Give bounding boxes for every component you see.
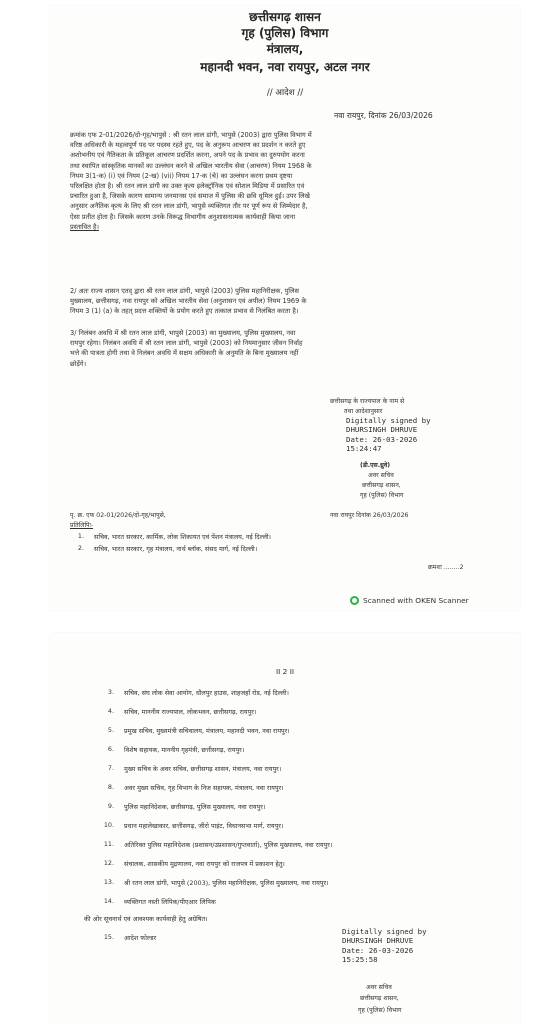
copy-item-number: 14. <box>103 897 114 905</box>
header-line-1: छत्तीसगढ़ शासन <box>249 10 321 24</box>
officer-org-2: गृह (पुलिस) विभाग <box>358 1007 402 1014</box>
para1-line: तथा स्थापित सांस्कृतिक मानकों का उल्लंघन करने से अखिल भारतीय सेवा (आचरण) नियम 1968 के <box>70 161 312 170</box>
forwarding-note: की ओर सूचनार्थ एवं आवश्यक कार्यवाही हेतु अग्रेषित। <box>84 915 208 923</box>
officer-name: (डी.एस.ध्रुवे) <box>360 462 391 469</box>
copy-item-text: अवर मुख्य सचिव, गृह विभाग के निज सहायक, मंत्रालय, नवा रायपुर। <box>124 784 284 792</box>
officer-designation: अवर सचिव <box>366 984 392 991</box>
para1-line: परिलक्षित होता है। श्री रतन लाल डांगी का उक्त कृत्य इलेक्ट्रॉनिक एवं सोशल मिडिया में प्रसारित एवं <box>70 182 305 191</box>
copy-item-number: 4. <box>107 707 114 715</box>
paragraph-3 <box>70 328 515 369</box>
copy-item-number: 9. <box>107 802 114 810</box>
para2-line: नियम 3 (1) (a) के तहत् प्रदत्त शक्तियों के प्रयोग करते हुए तत्काल प्रभाव से निलंबित करता है। <box>70 307 299 316</box>
header-line-3: मंत्रालय, <box>266 42 304 56</box>
para1-line: अशोभनीय एवं नैतिकता के प्रतिकूल आचरण प्रदर्शित करना, अपने पद के प्रभाव का दुरुपयोग करना <box>70 151 305 160</box>
signature-name: DHURSINGH DHRUVE <box>342 936 414 946</box>
signature-time: 15:24:47 <box>346 444 382 454</box>
copy-item-text: विशेष सहायक, माननीय गृहमंत्री, छत्तीसगढ़, रायपुर। <box>124 746 245 754</box>
para1-line: क्रमांक एफ 2-01/2026/दो-गृह/भापुसे : श्री रतन लाल डांगी, भापुसे (2003) द्वारा पुलिस विभाग में <box>70 131 312 139</box>
signature-time: 15:25:58 <box>342 955 378 965</box>
copy-item-number: 8. <box>107 783 114 791</box>
copy-item-number: 10. <box>103 821 114 829</box>
copy-item-number: 15. <box>103 933 114 941</box>
oken-scanner-logo-icon <box>350 596 359 605</box>
copy-item-text: आदेश फोल्डर <box>124 934 157 942</box>
officer-org-1: छत्तीसगढ़ शासन, <box>360 995 399 1002</box>
copy-heading: प्रतिलिपिः- <box>70 522 94 529</box>
copy-item-number: 3. <box>107 688 114 696</box>
copy-item-text: सचिव, भारत सरकार, कार्मिक, लोक शिकायत एवं पेंशन मंत्रालय, नई दिल्ली। <box>94 533 271 541</box>
copy-item-text: पुलिस महानिदेशक, छत्तीसगढ़, पुलिस मुख्यालय, नवा रायपुर। <box>124 803 266 811</box>
endorsement-ref: पृ. क्र. एफ 02-01/2026/दो-गृह/भापुसे, <box>70 512 166 519</box>
copy-item-number: 5. <box>107 726 114 734</box>
header-line-4: महानदी भवन, नवा रायपुर, अटल नगर <box>200 60 370 74</box>
copy-item-number: 7. <box>107 764 114 772</box>
copy-item-text: व्यक्तिगत नस्ती लिपिक/पीएआर लिपिक <box>124 898 216 906</box>
para3-line: रायपुर रहेगा। निलंबन अवधि में श्री रतन लाल डांगी, भापुसे (2003) को नियमानुसार जीवन निर्वाह <box>70 339 303 348</box>
paragraph-2 <box>70 286 515 317</box>
copy-item-number: 2. <box>77 544 84 552</box>
governor-name-line-1: छत्तीसगढ़ के राज्यपाल के नाम से <box>330 398 405 405</box>
page-number: II 2 II <box>275 667 295 676</box>
para1-line: नियम 3(1-क) (i) एवं नियम (2-ख) (vii) नियम 17-क (चे) का उल्लंघन करना प्रथम दृष्टया <box>70 171 293 180</box>
copy-item-text: सचिव, संघ लोक सेवा आयोग, धौलपुर हाउस, शाहजहाँ रोड, नई दिल्ली। <box>124 689 289 697</box>
document-page-1 <box>50 6 520 610</box>
para1-line: अनुसार अनैतिक कृत्य के लिए श्री रतन लाल डांगी, भापुसे व्यक्तिगत तौर पर पूर्ण रूप से जिम्मेदार है, <box>70 202 308 211</box>
para2-line: 2/ अतः राज्य शासन एतद् द्वारा श्री रतन लाल डांगी, भापुसे (2003) पुलिस महानिरीक्षक, पुलिस <box>70 287 299 295</box>
copy-item-text: मुख्य सचिव के अवर सचिव, छत्तीसगढ़ शासन, मंत्रालय, नवा रायपुर। <box>124 765 282 773</box>
header-line-2: गृह (पुलिस) विभाग <box>241 26 329 40</box>
paragraph-1 <box>70 130 515 232</box>
continued-marker: क्रमशः ........2 <box>428 564 464 571</box>
endorsement-date: नवा रायपुर दिनांक 26/03/2026 <box>330 512 409 519</box>
copy-item-number: 12. <box>103 859 114 867</box>
signature-line: Digitally signed by <box>346 416 431 425</box>
signature-date: Date: 26-03-2026 <box>342 945 414 955</box>
governor-name-line-2: तथा आदेशानुसार <box>344 408 383 415</box>
digital-signature-block <box>346 416 431 454</box>
copy-item-number: 1. <box>77 532 84 540</box>
para3-line: भत्ते की पात्रता होगी तथा वे निलंबन अवधि में सक्षम अधिकारी के अनुमति के बिना मुख्यालय नहीं <box>70 349 299 358</box>
copy-item-text: सचिव, माननीय राज्यपाल, लोकभवन, छत्तीसगढ़, रायपुर। <box>124 708 257 716</box>
officer-org-2: गृह (पुलिस) विभाग <box>360 492 404 499</box>
document-page-2 <box>50 633 520 1024</box>
order-date: नवा रायपुर, दिनांक 26/03/2026 <box>334 111 433 120</box>
para3-line: 3/ निलंबन अवधि में श्री रतन लाल डांगी, भापुसे (2003) का मुख्यालय, पुलिस मुख्यालय, नवा <box>70 329 296 337</box>
copy-item-text: प्रमुख सचिव, मुख्यमंत्री सचिवालय, मंत्रालय, महानदी भवन, नवा रायपुर। <box>124 727 290 735</box>
copy-item-number: 13. <box>103 878 114 886</box>
copy-item-number: 11. <box>103 840 114 848</box>
para1-line: वरिष्ठ अधिकारी के महत्वपूर्ण पद पर पदस्थ रहते हुए, पद के अनुरूप आचरण का प्रदर्शन न करते हुए <box>70 141 306 150</box>
officer-org-1: छत्तीसगढ़ शासन, <box>362 482 401 489</box>
copy-item-number: 6. <box>107 745 114 753</box>
copy-item-text: अतिरिक्त पुलिस महानिदेशक (प्रशासन/उप्रशासन/गुप्तवार्ता), पुलिस मुख्यालय, नवा रायपुर। <box>124 841 333 849</box>
para1-line: प्रस्तावित है। <box>70 222 100 231</box>
para3-line: छोड़ेंगे। <box>70 359 87 368</box>
copy-item-text: संचालक, शासकीय मुद्रणालय, नवा रायपुर को राजपत्र में प्रकाशन हेतु। <box>124 860 285 868</box>
signature-date: Date: 26-03-2026 <box>346 434 418 444</box>
officer-designation: अवर सचिव <box>368 472 394 479</box>
scanner-watermark <box>350 596 469 605</box>
scanner-label: Scanned with OKEN Scanner <box>363 596 469 605</box>
signature-name: DHURSINGH DHRUVE <box>346 425 418 435</box>
signature-line: Digitally signed by <box>342 927 427 936</box>
digital-signature-block <box>342 927 427 965</box>
para2-line: मुख्यालय, छत्तीसगढ़, नवा रायपुर को अखिल भारतीय सेवा (अनुशासन एवं अपील) नियम 1969 के <box>70 297 307 306</box>
order-title: // आदेश // <box>266 88 304 98</box>
copy-item-text: सचिव, भारत सरकार, गृह मंत्रालय, नार्थ ब्लॉक, संसद मार्ग, नई दिल्ली। <box>94 545 258 553</box>
para1-line: प्रचारित हुआ है, जिसके कारण सामान्य जनमानस एवं समाज में पुलिस की छवि धूमिल हुई। उपर लिखे <box>70 192 310 201</box>
copy-item-text: प्रधान महालेखाकार, छत्तीसगढ़, जीरो पाइंट, विधानसभा मार्ग, रायपुर। <box>124 822 284 830</box>
para1-line: ऐसा प्रतीत होता है। जिसके कारण उनके विरूद्ध विभागीय अनुशासनात्मक कार्यवाही किया जाना <box>70 212 296 221</box>
copy-item-text: श्री रतन लाल डांगी, भापुसे (2003), पुलिस महानिरीक्षक, पुलिस मुख्यालय, नवा रायपुर। <box>124 879 329 887</box>
